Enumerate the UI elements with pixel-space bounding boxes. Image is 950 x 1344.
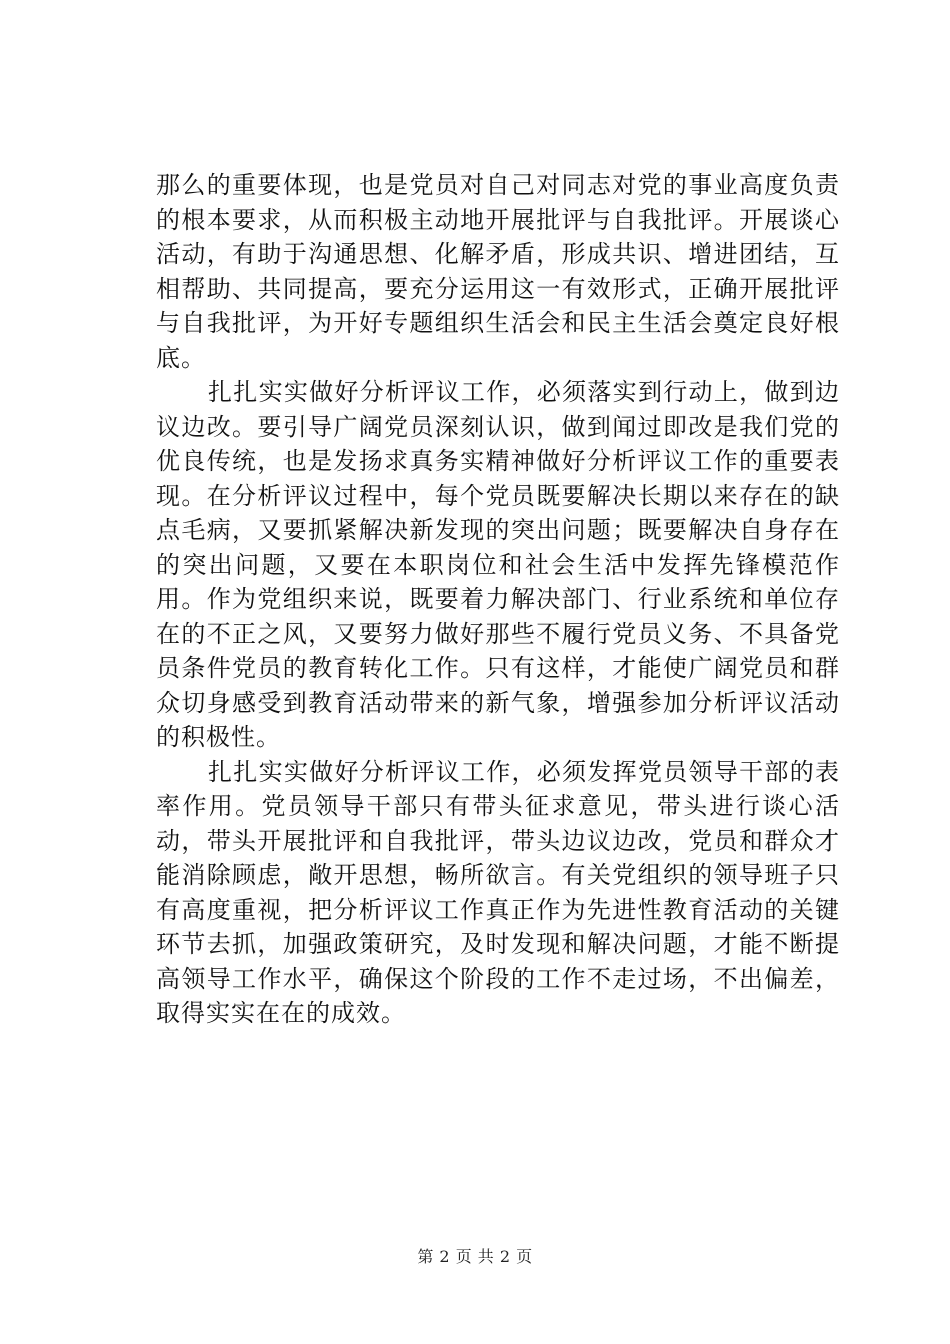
page-number-footer: 第 2 页 共 2 页 [417,1247,533,1266]
paragraph-1: 那么的重要体现，也是党员对自己对同志对党的事业高度负责的根本要求，从而积极主动地开展批评与自我批评。开展谈心活动，有助于沟通思想、化解矛盾，形成共识、增进团结，互相帮助、共同提高，要充分运用这一有效形式，正确开展批评与自我批评，为开好专题组织生活会和民主生活会奠定良好根底。 [156,171,840,372]
document-body [156,168,840,1031]
paragraph-3: 扎扎实实做好分析评议工作，必须发挥党员领导干部的表率作用。党员领导干部只有带头征求意见，带头进行谈心活动，带头开展批评和自我批评，带头边议边改，党员和群众才能消除顾虑，敞开思想，畅所欲言。有关党组织的领导班子只有高度重视，把分析评议工作真正作为先进性教育活动的关键环节去抓，加强政策研究，及时发现和解决问题，才能不断提高领导工作水平，确保这个阶段的工作不走过场，不出偏差，取得实实在在的成效。 [156,757,840,1027]
paragraph-2: 扎扎实实做好分析评议工作，必须落实到行动上，做到边议边改。要引导广阔党员深刻认识，做到闻过即改是我们党的优良传统，也是发扬求真务实精神做好分析评议工作的重要表现。在分析评议过程中，每个党员既要解决长期以来存在的缺点毛病，又要抓紧解决新发现的突出问题；既要解决自身存在的突出问题，又要在本职岗位和社会生活中发挥先锋模范作用。作为党组织来说，既要着力解决部门、行业系统和单位存在的不正之风，又要努力做好那些不履行党员义务、不具备党员条件党员的教育转化工作。只有这样，才能使广阔党员和群众切身感受到教育活动带来的新气象，增强参加分析评议活动的积极性。 [156,378,840,751]
